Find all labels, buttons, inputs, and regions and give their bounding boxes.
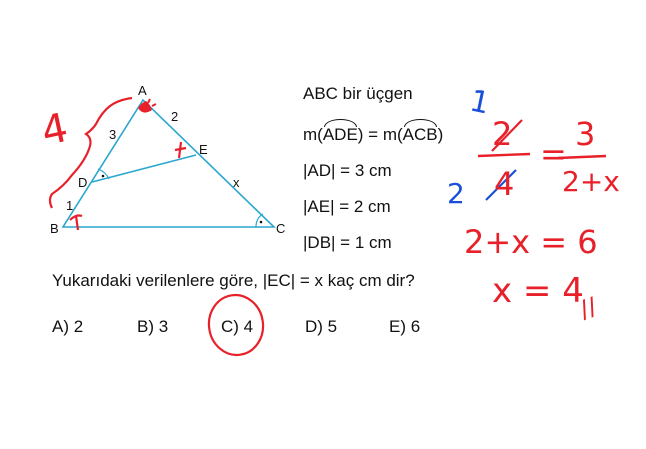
- given-angle-equality: [303, 126, 443, 143]
- vertex-label-b: B: [50, 221, 59, 236]
- angle-d-dot: [102, 175, 105, 178]
- hand-frac-bar: [478, 154, 530, 156]
- hand-angle-a-fill: [138, 101, 152, 113]
- vertex-label-c: C: [276, 221, 286, 236]
- choice-b[interactable]: B) 3: [137, 317, 169, 336]
- hand-frac-replacement-bottom: 2: [447, 177, 465, 210]
- angle-ade: ADE: [322, 125, 358, 144]
- hand-eq-sign: =: [540, 135, 567, 173]
- hand-frac-replacement-top: 1: [466, 83, 493, 122]
- angle-suffix: ): [437, 125, 444, 144]
- choice-c[interactable]: C) 4: [221, 317, 254, 336]
- given-db: |DB| = 1 cm: [303, 233, 392, 252]
- given-ae: |AE| = 2 cm: [303, 197, 391, 216]
- vertex-label-a: A: [138, 83, 147, 98]
- hand-side-note: 4: [37, 104, 72, 156]
- hand-rhs-bottom: 2+x: [562, 165, 620, 198]
- hand-frac-top: 2: [492, 115, 513, 153]
- side-label-db: 1: [66, 198, 74, 213]
- triangle-abc: [63, 100, 274, 227]
- hand-check-mark: //: [575, 292, 601, 324]
- side-label-ad: 3: [109, 127, 117, 142]
- choice-a[interactable]: A) 2: [52, 317, 84, 336]
- hand-frac-bottom: 4: [494, 165, 515, 203]
- hand-step2: 2+x = 6: [464, 223, 598, 261]
- vertex-label-d: D: [78, 175, 88, 190]
- given-ad: |AD| = 3 cm: [303, 161, 392, 180]
- segment-de: [92, 155, 196, 182]
- choice-d[interactable]: D) 5: [305, 317, 338, 336]
- side-label-ae: 2: [171, 109, 179, 124]
- hand-angle-e-tick: [175, 142, 186, 158]
- hand-angle-b-tick: [70, 216, 82, 231]
- angle-c-dot: [260, 221, 263, 224]
- angle-prefix: m(: [303, 125, 323, 144]
- angle-equals: ) = m(: [357, 125, 403, 144]
- side-label-ec: x: [233, 175, 240, 190]
- angle-acb: ACB: [402, 125, 438, 144]
- hand-rhs-top: 3: [575, 115, 596, 153]
- question-text: Yukarıdaki verilenlere göre, |EC| = x kaç cm dir?: [52, 271, 415, 290]
- hand-step3: x = 4: [492, 271, 584, 311]
- vertex-label-e: E: [199, 142, 208, 157]
- given-line-triangle: ABC bir üçgen: [303, 84, 413, 103]
- choice-e[interactable]: E) 6: [389, 317, 421, 336]
